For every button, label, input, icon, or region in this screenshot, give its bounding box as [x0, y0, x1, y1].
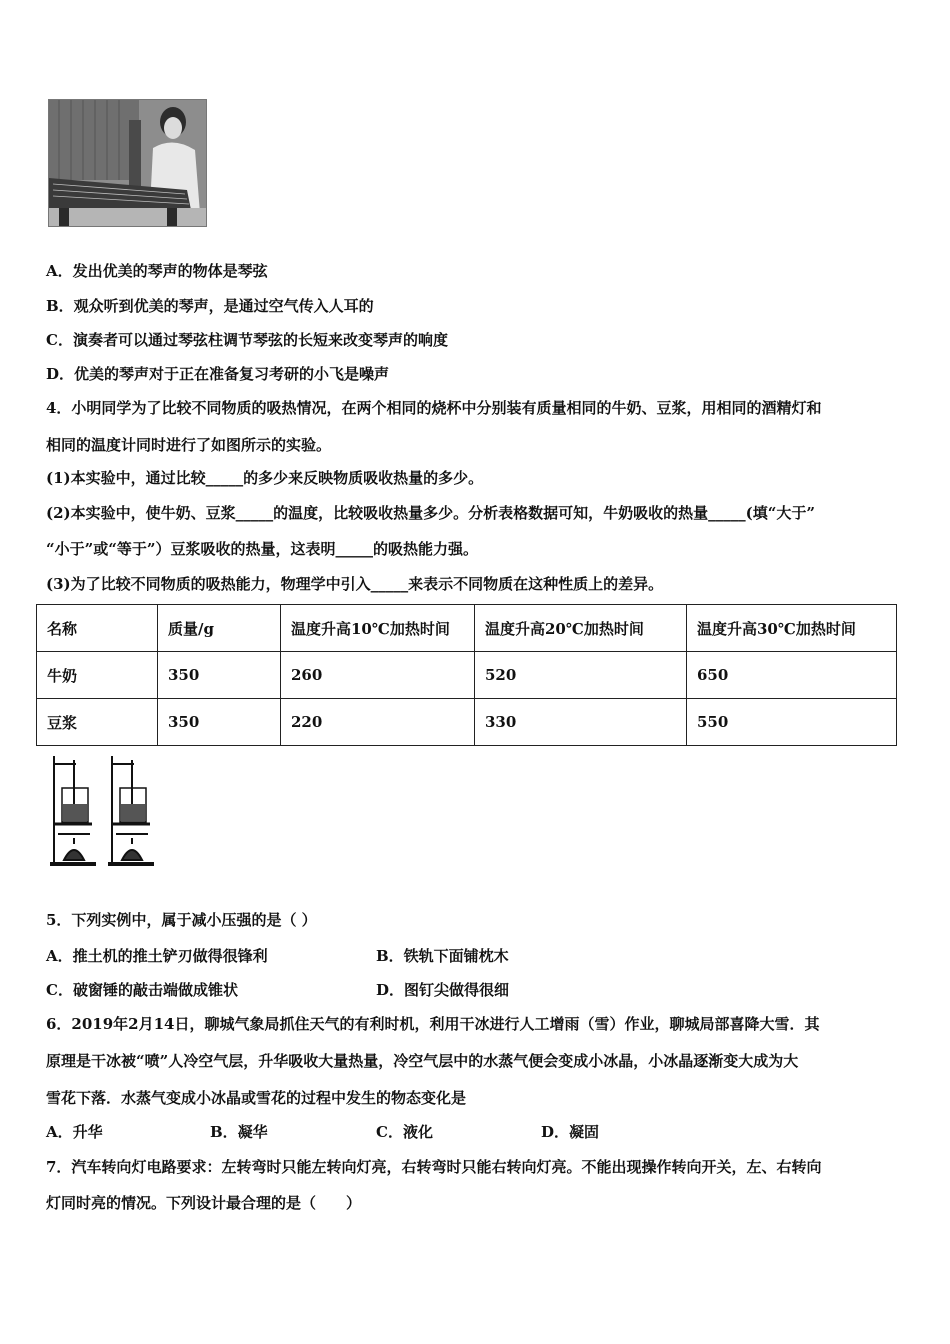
table-cell: 350 [158, 699, 281, 746]
heating-data-table [36, 604, 897, 746]
q7-line1: 7．汽车转向灯电路要求：左转弯时只能左转向灯亮，右转弯时只能右转向灯亮。不能出现操作转向开关，左、右转向 [46, 1158, 822, 1176]
table-cell: 550 [687, 699, 897, 746]
q3-option-a: A．发出优美的琴声的物体是琴弦 [46, 262, 268, 280]
q5-option-a: A．推土机的推土铲刃做得很锋利 [46, 947, 268, 965]
q7-line2: 灯同时亮的情况。下列设计最合理的是（ ） [46, 1194, 362, 1212]
table-header-cell: 质量/g [158, 605, 281, 652]
table-header-cell: 名称 [37, 605, 158, 652]
q6-option-b: B．凝华 [210, 1123, 268, 1141]
q6-line3: 雪花下落．水蒸气变成小冰晶或雪花的过程中发生的物态变化是 [46, 1089, 467, 1107]
q5-option-b: B．铁轨下面铺枕木 [376, 947, 509, 965]
table-cell: 220 [281, 699, 475, 746]
table-cell: 350 [158, 652, 281, 699]
q5-option-d: D．图钉尖做得很细 [376, 981, 510, 999]
table-header-cell: 温度升高10℃加热时间 [281, 605, 475, 652]
table-cell: 520 [475, 652, 687, 699]
heating-apparatus-figure [46, 752, 161, 870]
table-row [37, 699, 897, 746]
q5-option-c: C．破窗锤的敲击端做成锥状 [46, 981, 238, 999]
q6-line2: 原理是干冰被“喷”人冷空气层，升华吸收大量热量，冷空气层中的水蒸气便会变成小冰晶，小冰晶逐渐变大成为大 [46, 1052, 799, 1070]
table-header-row [37, 605, 897, 652]
table-header-cell: 温度升高20℃加热时间 [475, 605, 687, 652]
table-cell: 330 [475, 699, 687, 746]
table-header-cell: 温度升高30℃加热时间 [687, 605, 897, 652]
q6-option-c: C．液化 [376, 1123, 433, 1141]
q3-option-d: D．优美的琴声对于正在准备复习考研的小飞是噪声 [46, 365, 390, 383]
q4-part2-line2: “小于”或“等于”）豆浆吸收的热量，这表明_____的吸热能力强。 [46, 540, 479, 558]
table-cell: 260 [281, 652, 475, 699]
q6-option-a: A．升华 [46, 1123, 103, 1141]
q4-part1: (1)本实验中，通过比较_____的多少来反映物质吸收热量的多少。 [46, 469, 484, 487]
q3-option-c: C．演奏者可以通过琴弦柱调节琴弦的长短来改变琴声的响度 [46, 331, 448, 349]
table-cell: 650 [687, 652, 897, 699]
q6-option-d: D．凝固 [541, 1123, 600, 1141]
q4-part3: (3)为了比较不同物质的吸热能力，物理学中引入_____来表示不同物质在这种性质上的差异。 [46, 575, 664, 593]
q4-stem-line2: 相同的温度计同时进行了如图所示的实验。 [46, 436, 332, 454]
table-cell: 牛奶 [37, 652, 158, 699]
guzheng-photo [48, 99, 207, 227]
table-row [37, 652, 897, 699]
q5-stem: 5．下列实例中，属于减小压强的是（ ） [46, 911, 317, 929]
table-cell: 豆浆 [37, 699, 158, 746]
q4-part2-line1: (2)本实验中，使牛奶、豆浆_____的温度，比较吸收热量多少。分析表格数据可知，牛奶吸收的热量_____(填“大于” [46, 504, 815, 522]
q6-line1: 6．2019年2月14日，聊城气象局抓住天气的有利时机，利用干冰进行人工增雨（雪）作业，聊城局部喜降大雪．其 [46, 1015, 820, 1033]
q3-option-b: B．观众听到优美的琴声，是通过空气传入人耳的 [46, 297, 374, 315]
q4-stem-line1: 4．小明同学为了比较不同物质的吸热情况，在两个相同的烧杯中分别装有质量相同的牛奶、豆浆，用相同的酒精灯和 [46, 399, 822, 417]
